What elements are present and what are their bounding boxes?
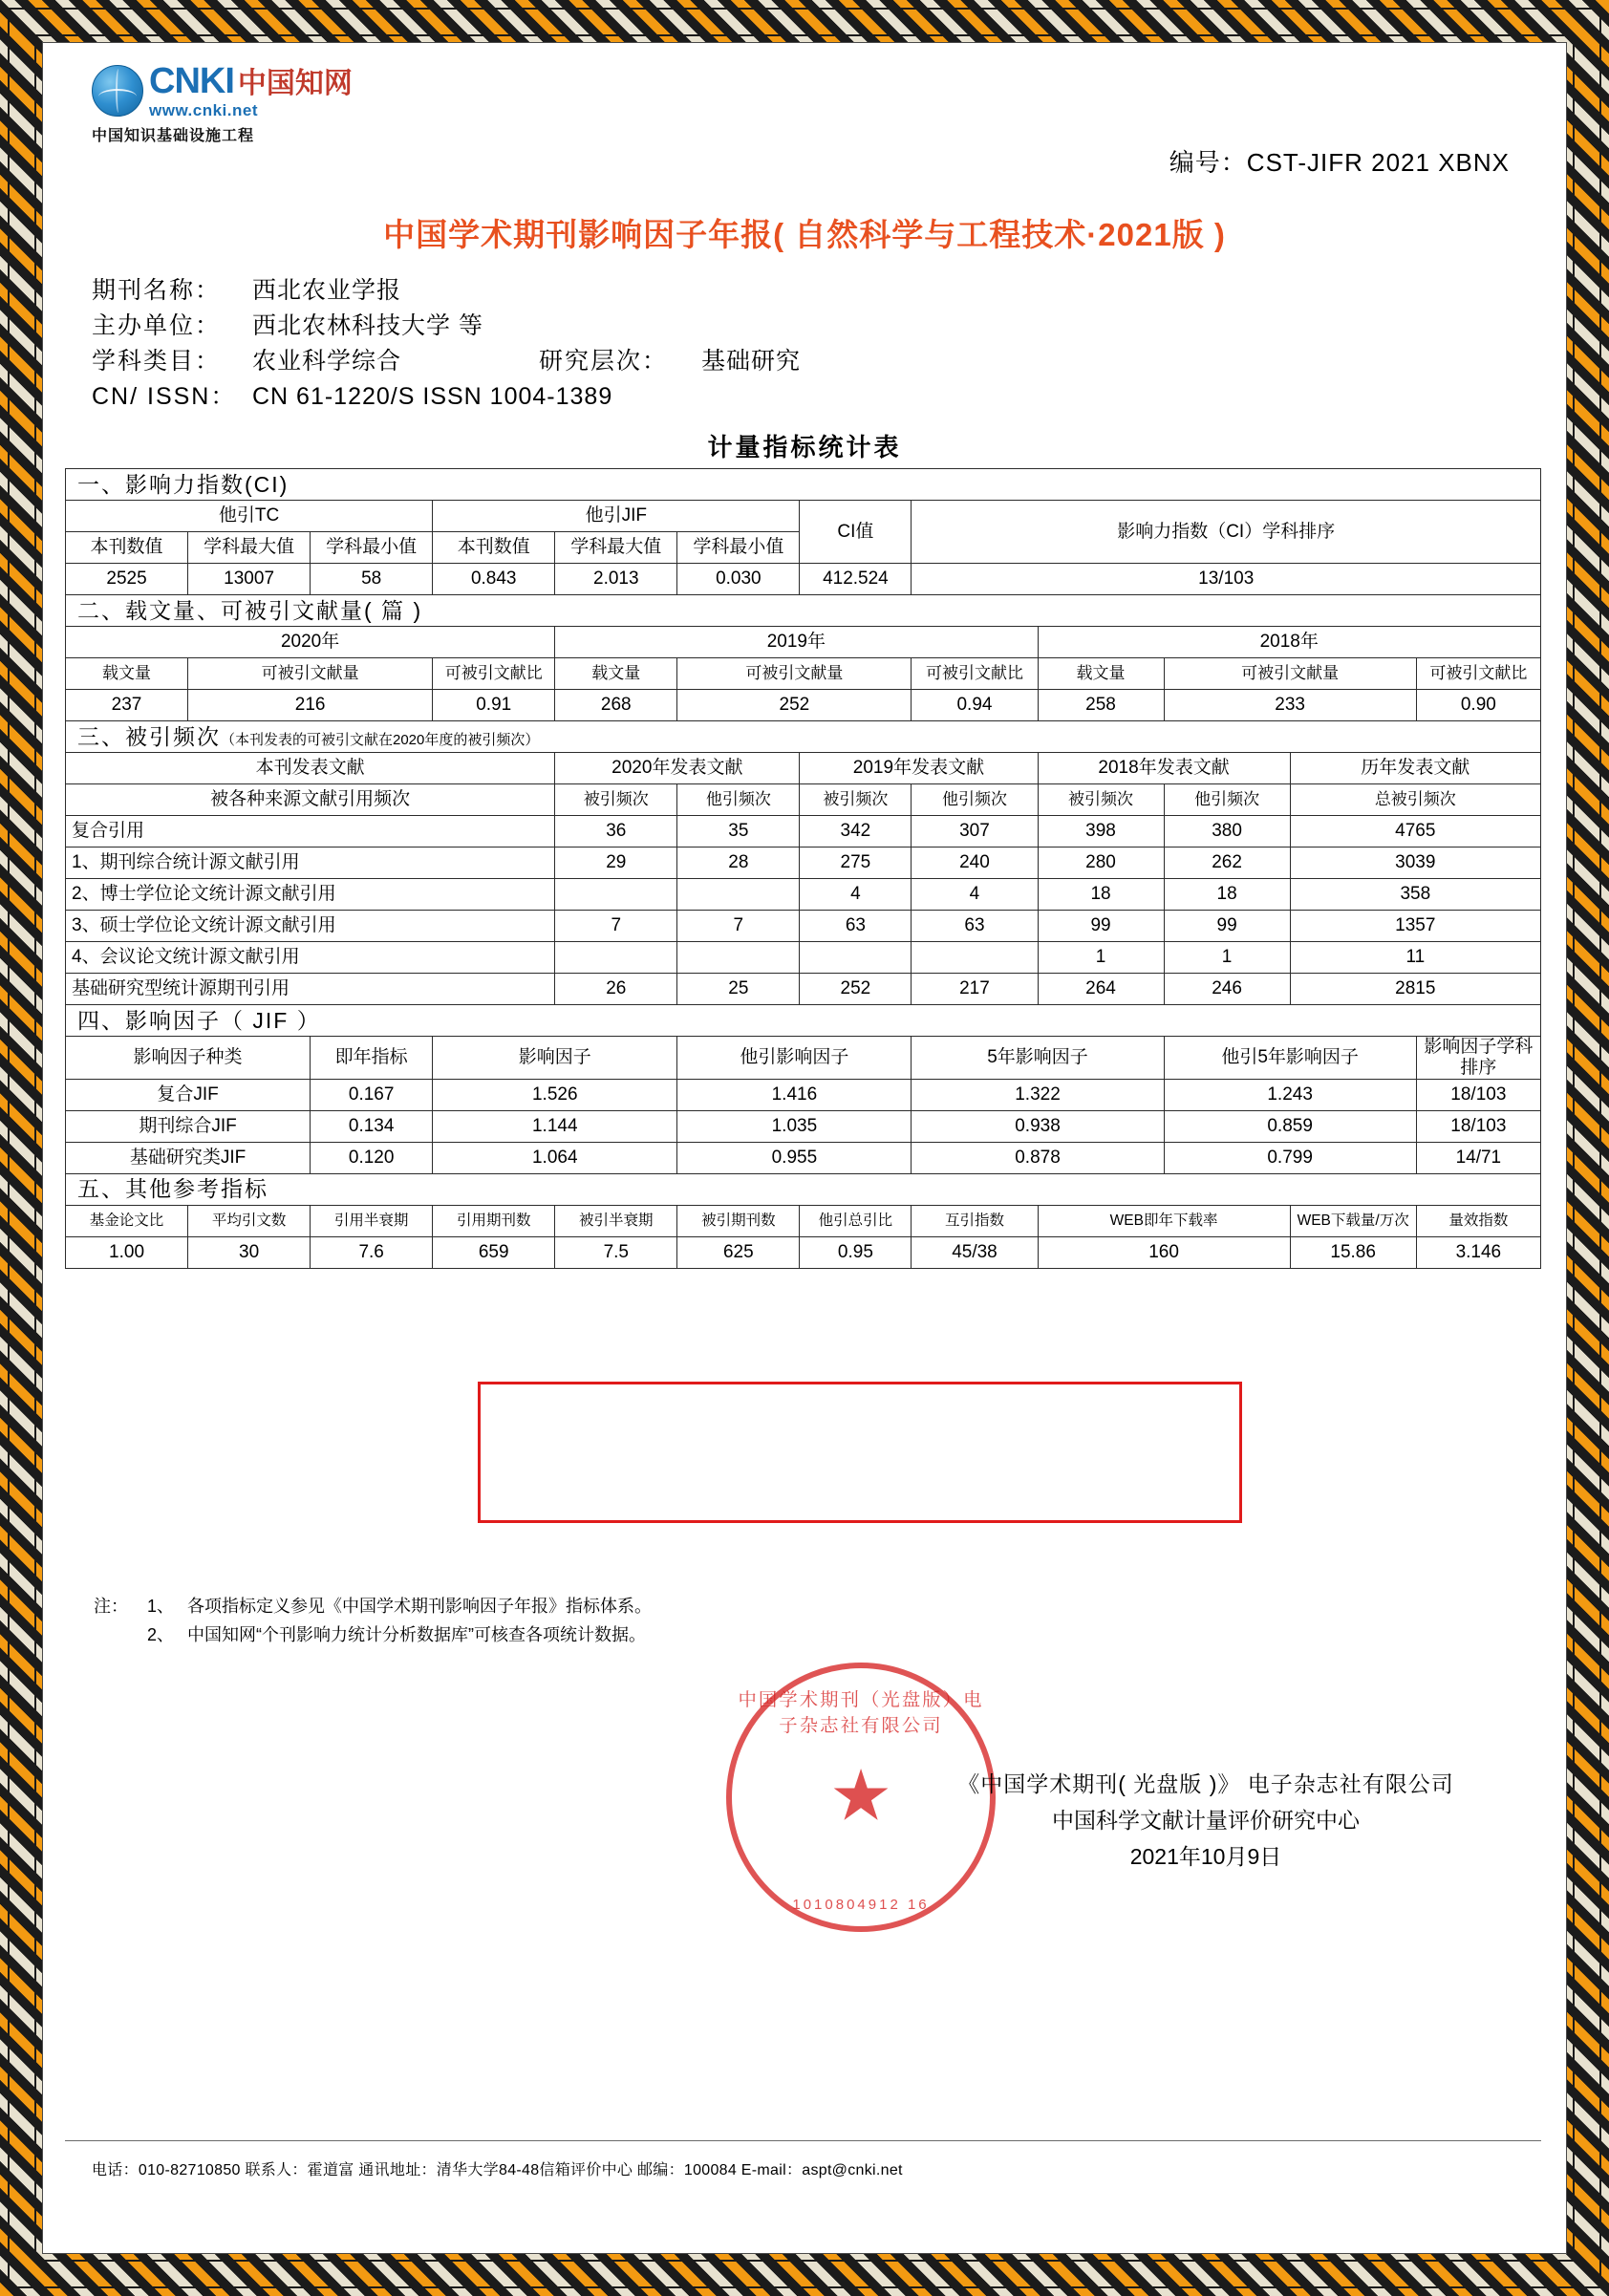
section3-row5-v5: 246	[1164, 974, 1290, 1005]
section5-col-5: 被引期刊数	[677, 1205, 800, 1236]
section3-sub-6: 总被引频次	[1290, 784, 1540, 816]
section2-sub-2019-1: 可被引文献量	[677, 658, 912, 690]
section5-value-10: 3.146	[1416, 1236, 1540, 1268]
section5-value-8: 160	[1038, 1236, 1290, 1268]
section5-col-1: 平均引文数	[188, 1205, 311, 1236]
section4-row2-v5: 14/71	[1416, 1142, 1540, 1173]
section4-row0-label: 复合JIF	[66, 1079, 311, 1110]
section5-header-row	[66, 1205, 1541, 1236]
section3-row5-v3: 217	[912, 974, 1038, 1005]
journal-name-value: 西北农业学报	[252, 277, 402, 304]
section3-row2-label: 2、博士学位论文统计源文献引用	[66, 879, 555, 911]
page-title: 中国学术期刊影响因子年报( 自然科学与工程技术·2021版 )	[383, 217, 1226, 252]
section3-heading-row	[66, 721, 1541, 753]
section2-sub-2019-2: 可被引文献比	[912, 658, 1038, 690]
section4-row2-v1: 1.064	[433, 1142, 677, 1173]
section3-group-2018: 2018年发表文献	[1038, 753, 1290, 784]
section4-row0-v5: 18/103	[1416, 1079, 1540, 1110]
section4-row1-v3: 0.938	[912, 1110, 1164, 1142]
issn-label: CN/ ISSN：	[92, 383, 237, 410]
note-row-1	[94, 1592, 652, 1620]
table-row	[66, 848, 1541, 879]
section5-value-9: 15.86	[1290, 1236, 1416, 1268]
section3-row5-v2: 252	[800, 974, 912, 1005]
section2-year-2019: 2019年	[555, 627, 1038, 658]
section2-heading-row	[66, 595, 1541, 627]
signature-center: 中国科学文献计量评价研究中心	[1052, 1808, 1360, 1833]
section4-row1-v1: 1.144	[433, 1110, 677, 1142]
meta-row-sponsor	[92, 309, 801, 344]
table-row	[66, 1079, 1541, 1110]
section1-value-2: 58	[311, 564, 433, 595]
section2-sub-2020-2: 可被引文献比	[433, 658, 555, 690]
section5-col-2: 引用半衰期	[311, 1205, 433, 1236]
section5-value-1: 30	[188, 1236, 311, 1268]
logo-cn-text: 中国知网	[237, 68, 353, 99]
document-code: 编号：CST-JIFR 2021 XBNX	[1169, 148, 1510, 177]
section4-row1-v5: 18/103	[1416, 1110, 1540, 1142]
section5-value-5: 625	[677, 1236, 800, 1268]
section5-col-10: 量效指数	[1416, 1205, 1540, 1236]
meta-row-subject	[92, 344, 801, 379]
signature-publisher: 《中国学术期刊( 光盘版 )》 电子杂志社有限公司	[957, 1771, 1454, 1796]
section4-col-1: 即年指标	[311, 1037, 433, 1080]
section3-row0-v0: 36	[555, 816, 677, 848]
section3-row3-v6: 1357	[1290, 911, 1540, 942]
section1-sub-4: 学科最大值	[555, 532, 677, 564]
section3-sub-5: 他引频次	[1164, 784, 1290, 816]
section4-row0-v3: 1.322	[912, 1079, 1164, 1110]
section1-heading-row	[66, 469, 1541, 501]
section4-row0-v4: 1.243	[1164, 1079, 1416, 1110]
notes-block	[94, 1592, 652, 1649]
section3-row5-v1: 25	[677, 974, 800, 1005]
section5-value-6: 0.95	[800, 1236, 912, 1268]
section3-row4-v0	[555, 942, 677, 974]
section2-sub-2019-0: 载文量	[555, 658, 677, 690]
meta-row-issn	[92, 379, 801, 415]
section5-col-8: WEB即年下载率	[1038, 1205, 1290, 1236]
section5-col-9: WEB下载量/万次	[1290, 1205, 1416, 1236]
section3-row0-v1: 35	[677, 816, 800, 848]
section3-row4-v6: 11	[1290, 942, 1540, 974]
section4-row2-v2: 0.955	[677, 1142, 912, 1173]
notes-label: 注：	[94, 1597, 128, 1616]
section1-sub-0: 本刊数值	[66, 532, 188, 564]
section1-sub-2: 学科最小值	[311, 532, 433, 564]
metrics-table	[65, 468, 1541, 1269]
section4-col-2: 影响因子	[433, 1037, 677, 1080]
section3-row2-v2: 4	[800, 879, 912, 911]
section3-heading-text: 三、被引频次	[77, 723, 221, 749]
section3-row4-v5: 1	[1164, 942, 1290, 974]
issn-value: CN 61-1220/S ISSN 1004-1389	[252, 383, 613, 410]
metrics-table-caption: 计量指标统计表	[707, 433, 902, 461]
subject-label: 学科类目：	[92, 348, 222, 375]
section3-row1-v5: 262	[1164, 848, 1290, 879]
section1-sub-1: 学科最大值	[188, 532, 311, 564]
section2-year-2018: 2018年	[1038, 627, 1541, 658]
section1-heading: 一、影响力指数(CI)	[66, 469, 1541, 501]
sponsor-label: 主办单位：	[92, 312, 222, 339]
section1-sub-3: 本刊数值	[433, 532, 555, 564]
section1-group-jif: 他引JIF	[433, 501, 800, 532]
section2-2020-citable: 216	[188, 690, 433, 721]
section1-value-0: 2525	[66, 564, 188, 595]
section3-row0-v2: 342	[800, 816, 912, 848]
table-row	[66, 911, 1541, 942]
section3-row5-v0: 26	[555, 974, 677, 1005]
meta-row-journal	[92, 273, 801, 309]
section3-row0-label: 复合引用	[66, 816, 555, 848]
section1-sub-5: 学科最小值	[677, 532, 800, 564]
note-row-2	[94, 1620, 652, 1649]
section5-col-7: 互引指数	[912, 1205, 1038, 1236]
section2-sub-2018-0: 载文量	[1038, 658, 1164, 690]
section4-row2-v4: 0.799	[1164, 1142, 1416, 1173]
footer-contact: 电话：010-82710850 联系人：霍道富 通讯地址：清华大学84-48信箱评价中心 邮编：100084 E-mail：aspt@cnki.net	[92, 2162, 903, 2178]
table-row	[66, 1142, 1541, 1173]
section3-row0-v4: 398	[1038, 816, 1164, 848]
section5-heading-row	[66, 1173, 1541, 1205]
section3-row4-label: 4、会议论文统计源文献引用	[66, 942, 555, 974]
section2-2018-articles: 258	[1038, 690, 1164, 721]
section5-col-6: 他引总引比	[800, 1205, 912, 1236]
section3-col-self-sub: 被各种来源文献引用频次	[66, 784, 555, 816]
section4-row1-v4: 0.859	[1164, 1110, 1416, 1142]
section2-subheader-row	[66, 658, 1541, 690]
section3-group-2019: 2019年发表文献	[800, 753, 1038, 784]
section2-sub-2018-2: 可被引文献比	[1416, 658, 1540, 690]
section3-sub-1: 他引频次	[677, 784, 800, 816]
section3-row2-v5: 18	[1164, 879, 1290, 911]
signature-date: 2021年10月9日	[1129, 1844, 1282, 1869]
section3-row1-v2: 275	[800, 848, 912, 879]
section5-heading: 五、其他参考指标	[66, 1173, 1541, 1205]
seal-top-text: 中国学术期刊（光盘版）电子杂志社有限公司	[738, 1690, 984, 1736]
cnki-logo	[92, 63, 378, 145]
jif-highlight-box	[478, 1382, 1242, 1523]
section2-2020-articles: 237	[66, 690, 188, 721]
section2-sub-2018-1: 可被引文献量	[1164, 658, 1416, 690]
section3-row4-v4: 1	[1038, 942, 1164, 974]
section1-value-1: 13007	[188, 564, 311, 595]
section3-row1-v6: 3039	[1290, 848, 1540, 879]
section5-value-row	[66, 1236, 1541, 1268]
section1-value-5: 0.030	[677, 564, 800, 595]
section3-row1-v4: 280	[1038, 848, 1164, 879]
section3-row3-v4: 99	[1038, 911, 1164, 942]
section3-group-row	[66, 753, 1541, 784]
table-row	[66, 942, 1541, 974]
section3-row5-v6: 2815	[1290, 974, 1540, 1005]
journal-meta	[92, 273, 801, 415]
footer-divider	[65, 2140, 1541, 2141]
section4-row2-label: 基础研究类JIF	[66, 1142, 311, 1173]
section5-value-3: 659	[433, 1236, 555, 1268]
section3-row3-v1: 7	[677, 911, 800, 942]
section4-col-6: 影响因子学科排序	[1416, 1037, 1540, 1080]
note-index-1: 1、	[147, 1597, 175, 1616]
section5-col-0: 基金论文比	[66, 1205, 188, 1236]
section5-value-7: 45/38	[912, 1236, 1038, 1268]
sponsor-value: 西北农林科技大学 等	[252, 312, 483, 339]
section3-sub-3: 他引频次	[912, 784, 1038, 816]
section3-row5-label: 基础研究型统计源期刊引用	[66, 974, 555, 1005]
seal-bottom-text: 1010804912 16	[792, 1897, 930, 1913]
section4-heading: 四、影响因子（ JIF ）	[66, 1005, 1541, 1037]
section2-value-row	[66, 690, 1541, 721]
section3-row1-v1: 28	[677, 848, 800, 879]
table-row	[66, 816, 1541, 848]
section2-2018-citable: 233	[1164, 690, 1416, 721]
note-text-2: 中国知网“个刊影响力统计分析数据库”可核查各项统计数据。	[187, 1625, 646, 1644]
section4-row1-label: 期刊综合JIF	[66, 1110, 311, 1142]
section3-row3-v2: 63	[800, 911, 912, 942]
section3-row2-v6: 358	[1290, 879, 1540, 911]
section3-row2-v1	[677, 879, 800, 911]
section3-row1-v0: 29	[555, 848, 677, 879]
section5-value-2: 7.6	[311, 1236, 433, 1268]
section4-col-0: 影响因子种类	[66, 1037, 311, 1080]
section3-row3-v5: 99	[1164, 911, 1290, 942]
section4-row1-v2: 1.035	[677, 1110, 912, 1142]
section4-row1-v0: 0.134	[311, 1110, 433, 1142]
section3-row2-v4: 18	[1038, 879, 1164, 911]
section4-row0-v0: 0.167	[311, 1079, 433, 1110]
section5-value-4: 7.5	[555, 1236, 677, 1268]
section2-year-2020: 2020年	[66, 627, 555, 658]
section4-row2-v3: 0.878	[912, 1142, 1164, 1173]
section1-group-row	[66, 501, 1541, 532]
section2-2019-citable: 252	[677, 690, 912, 721]
section3-row4-v1	[677, 942, 800, 974]
logo-url: www.cnki.net	[149, 101, 259, 119]
section2-sub-2020-1: 可被引文献量	[188, 658, 433, 690]
section2-2020-ratio: 0.91	[433, 690, 555, 721]
note-text-1: 各项指标定义参见《中国学术期刊影响因子年报》指标体系。	[187, 1597, 652, 1616]
section4-heading-row	[66, 1005, 1541, 1037]
section1-col-rank: 影响力指数（CI）学科排序	[912, 501, 1541, 564]
section3-row1-label: 1、期刊综合统计源文献引用	[66, 848, 555, 879]
level-label: 研究层次：	[539, 348, 669, 375]
section4-col-5: 他引5年影响因子	[1164, 1037, 1416, 1080]
section3-heading	[66, 721, 1541, 753]
section1-group-tc: 他引TC	[66, 501, 433, 532]
section3-row4-v2	[800, 942, 912, 974]
section3-row2-v3: 4	[912, 879, 1038, 911]
section1-value-ci: 412.524	[800, 564, 912, 595]
section3-sub-2: 被引频次	[800, 784, 912, 816]
section3-sub-0: 被引频次	[555, 784, 677, 816]
logo-subtitle: 中国知识基础设施工程	[92, 128, 255, 144]
section4-row0-v2: 1.416	[677, 1079, 912, 1110]
section1-value-3: 0.843	[433, 564, 555, 595]
section3-row0-v6: 4765	[1290, 816, 1540, 848]
table-row	[66, 1110, 1541, 1142]
signature-block	[900, 1766, 1512, 1875]
section3-sub-4: 被引频次	[1038, 784, 1164, 816]
section4-row0-v1: 1.526	[433, 1079, 677, 1110]
section3-row1-v3: 240	[912, 848, 1038, 879]
section3-heading-note: （本刊发表的可被引文献在2020年度的被引频次）	[221, 731, 540, 748]
table-row	[66, 879, 1541, 911]
section4-col-4: 5年影响因子	[912, 1037, 1164, 1080]
star-icon: ★	[828, 1755, 893, 1835]
section5-col-3: 引用期刊数	[433, 1205, 555, 1236]
globe-icon	[92, 65, 143, 117]
document-content	[57, 55, 1552, 2241]
section3-row4-v3	[912, 942, 1038, 974]
section3-row0-v5: 380	[1164, 816, 1290, 848]
section3-row2-v0	[555, 879, 677, 911]
subject-value: 农业科学综合	[252, 348, 402, 375]
section3-group-2020: 2020年发表文献	[555, 753, 800, 784]
section5-value-0: 1.00	[66, 1236, 188, 1268]
level-value: 基础研究	[701, 348, 802, 375]
section2-year-row	[66, 627, 1541, 658]
section3-row3-v0: 7	[555, 911, 677, 942]
section3-row5-v4: 264	[1038, 974, 1164, 1005]
notes-label-spacer	[94, 1620, 147, 1649]
section4-header-row	[66, 1037, 1541, 1080]
section3-row3-label: 3、硕士学位论文统计源文献引用	[66, 911, 555, 942]
section4-row2-v0: 0.120	[311, 1142, 433, 1173]
logo-cnki-text: CNKI	[149, 61, 234, 101]
section2-2019-articles: 268	[555, 690, 677, 721]
journal-name-label: 期刊名称：	[92, 277, 222, 304]
section2-2018-ratio: 0.90	[1416, 690, 1540, 721]
section1-value-row	[66, 564, 1541, 595]
section1-value-4: 2.013	[555, 564, 677, 595]
section4-col-3: 他引影响因子	[677, 1037, 912, 1080]
section3-row0-v3: 307	[912, 816, 1038, 848]
section3-col-self: 本刊发表文献	[66, 753, 555, 784]
section2-sub-2020-0: 载文量	[66, 658, 188, 690]
table-row	[66, 974, 1541, 1005]
section2-2019-ratio: 0.94	[912, 690, 1038, 721]
section1-value-rank: 13/103	[912, 564, 1541, 595]
section3-row3-v3: 63	[912, 911, 1038, 942]
note-index-2: 2、	[147, 1625, 175, 1644]
section3-subheader-row	[66, 784, 1541, 816]
section2-heading: 二、载文量、可被引文献量( 篇 )	[66, 595, 1541, 627]
section3-group-all: 历年发表文献	[1290, 753, 1540, 784]
section5-col-4: 被引半衰期	[555, 1205, 677, 1236]
section1-col-ci: CI值	[800, 501, 912, 564]
